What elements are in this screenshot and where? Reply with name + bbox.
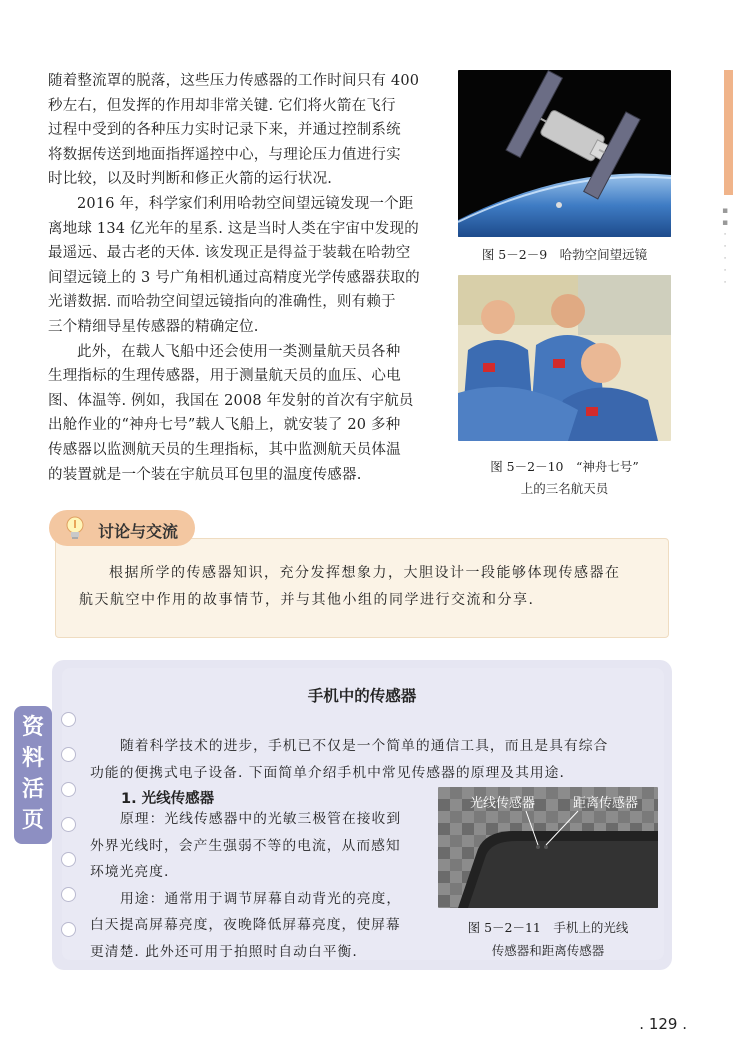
text-line: 最遥远、最古老的天体. 该发现正是得益于装载在哈勃空	[48, 245, 411, 262]
figure-11-caption-line2: 传感器和距离传感器	[491, 943, 605, 958]
section-line: 更清楚. 此外还可用于拍照时自动白平衡.	[90, 943, 358, 960]
section-line: 外界光线时，会产生强弱不等的电流，从而感知	[90, 837, 401, 854]
section-line: 用途：通常用于调节屏幕自动背光的亮度，	[120, 890, 402, 907]
discussion-title: 讨论与交流	[98, 522, 179, 541]
text-line: 的装置就是一个装在宇航员耳包里的温度传感器.	[48, 466, 362, 483]
binder-ring	[61, 922, 76, 937]
text-line: 过程中受到的各种压力实时记录下来，并通过控制系统	[48, 122, 401, 139]
figure-9-caption: 图 5－2－9 哈勃空间望远镜	[481, 247, 648, 262]
text-line: 间望远镜上的 3 号广角相机通过高精度光学传感器获取的	[48, 269, 420, 286]
page-number: . 129 .	[639, 1015, 687, 1033]
binder-ring	[61, 782, 76, 797]
text-line: 光谱数据. 而哈勃空间望远镜指向的准确性，则有赖于	[48, 294, 396, 311]
photo-label-light-sensor: 光线传感器	[470, 796, 536, 811]
shenzhou-astronauts-photo	[458, 275, 671, 441]
section-line: 原理：光线传感器中的光敏三极管在接收到	[120, 811, 402, 827]
resource-intro-line: 功能的便携式电子设备. 下面简单介绍手机中常见传感器的原理及其用途.	[90, 764, 565, 781]
main-text	[48, 69, 448, 487]
discussion-text	[79, 560, 654, 614]
section-line: 白天提高屏幕亮度，夜晚降低屏幕亮度，使屏幕	[90, 917, 401, 933]
text-line: 随着整流罩的脱落，这些压力传感器的工作时间只有 400	[48, 73, 420, 89]
binder-ring	[61, 747, 76, 762]
text-line: 图、体温等. 例如，我国在 2008 年发射的首次有宇航员	[48, 392, 414, 409]
binder-ring	[61, 817, 76, 832]
section-heading: 1. 光线传感器	[121, 791, 215, 807]
text-line: 传感器以监测航天员的生理指标，其中监测航天员体温	[48, 441, 401, 458]
text-line: 此外，在载人飞船中还会使用一类测量航天员各种	[77, 343, 401, 360]
lightbulb-icon	[62, 514, 88, 548]
discussion-line: 航天航空中作用的故事情节，并与其他小组的同学进行交流和分享.	[79, 592, 535, 608]
text-line: 将数据传送到地面指挥遥控中心，与理论压力值进行实	[48, 146, 401, 163]
discussion-line: 根据所学的传感器知识，充分发挥想象力，大胆设计一段能够体现传感器在	[109, 565, 621, 581]
resource-tab-text: 资料活页	[21, 715, 44, 833]
section-body	[90, 806, 435, 965]
resource-tab-label	[14, 712, 52, 836]
text-line: 秒左右，但发挥的作用却非常关键. 它们将火箭在飞行	[48, 97, 396, 114]
text-line: 时比较，以及时判断和修正火箭的运行状况.	[48, 171, 333, 188]
chapter-edge-tab	[724, 70, 733, 195]
text-line: 生理指标的生理传感器，用于测量航天员的血压、心电	[48, 368, 401, 385]
photo-label-distance-sensor: 距离传感器	[573, 796, 639, 811]
section-line: 环境光亮度.	[90, 864, 170, 880]
text-line: 离地球 134 亿光年的星系. 这是当时人类在宇宙中发现的	[48, 220, 419, 237]
figure-11-caption-line1: 图 5－2－11 手机上的光线	[467, 920, 629, 935]
binder-ring	[61, 887, 76, 902]
text-line: 2016 年，科学家们利用哈勃空间望远镜发现一个距	[77, 195, 414, 212]
figure-10-caption-line2: 上的三名航天员	[520, 481, 609, 496]
hubble-telescope-photo	[458, 70, 671, 237]
chapter-edge-marks: ▪ ▪ · · · · ·	[721, 206, 729, 288]
figure-10-caption-line1: 图 5－2－10 “神舟七号”	[490, 459, 639, 474]
binder-ring	[61, 852, 76, 867]
text-line: 三个精细导星传感器的精确定位.	[48, 318, 259, 335]
text-line: 出舱作业的“神舟七号”载人飞船上，就安装了 20 多种	[48, 417, 401, 434]
resource-title: 手机中的传感器	[307, 687, 417, 705]
resource-intro-line: 随着科学技术的进步，手机已不仅是一个简单的通信工具，而且是具有综合	[120, 738, 609, 754]
binder-ring	[61, 712, 76, 727]
resource-intro	[90, 733, 660, 786]
